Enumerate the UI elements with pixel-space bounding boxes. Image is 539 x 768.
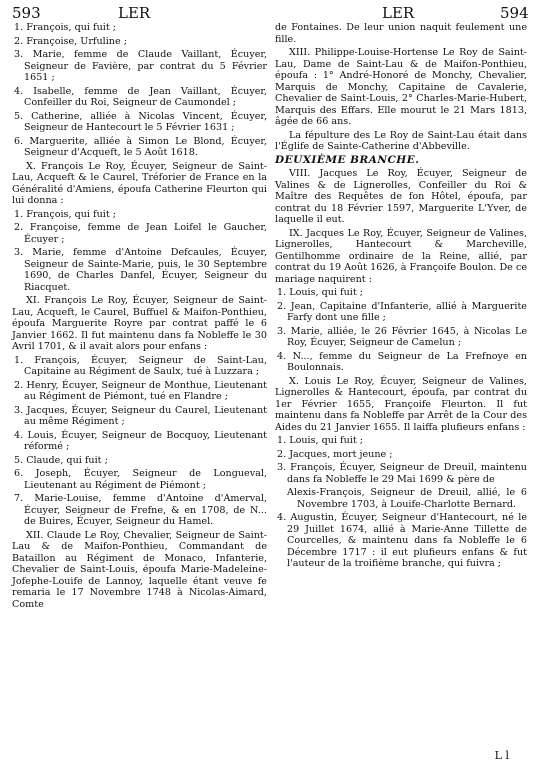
list-item: 2. Jean, Capitaine d'Infanterie, allié à Marguerite Farfy dont une fille ;	[277, 300, 527, 323]
list-item: 2. Henry, Écuyer, Seigneur de Monthue, Lieutenant au Régiment de Piémont, tué en Flandre ;	[14, 379, 267, 402]
list-item: 1. Louis, qui fuit ;	[277, 287, 363, 298]
paragraph: X. François Le Roy, Écuyer, Seigneur de Saint-Lau, Acqueft & le Caurel, Tréforier de France en la Généralité d'Amiens, époufa Catherine Fleurton qui lui donna :	[12, 160, 267, 206]
signature-mark: L l	[494, 749, 509, 762]
list-item: 2. Françoise, Urfuline ;	[14, 35, 127, 47]
paragraph: X. Louis Le Roy, Écuyer, Seigneur de Valines, Lignerolles & Hantecourt, époufa, par contrat du 1er Février 1655, Françoife Fleurton. Il fut maintenu dans fa Nobleffe par Arrêt de la Cour des Aides du 21 Janvier 1655. Il laiffa plufieurs enfans :	[275, 375, 527, 433]
list-item: 1. François, qui fuit ;	[14, 208, 116, 220]
paragraph: XIII. Philippe-Louise-Hortense Le Roy de Saint-Lau, Dame de Saint-Lau & de Maifon-Ponthieu, époufa : 1° André-Honoré de Monchy, Chevalier, Marquis de Monchy, Capitaine de Cavalerie, Chevalier de Saint-Louis, 2° Charles-Marie-Hubert, Marquis des Effars. Elle mourut le 21 Mars 1813, âgée de 66 ans.	[275, 47, 527, 127]
paragraph: XII. Claude Le Roy, Chevalier, Seigneur de Saint-Lau & de Maifon-Ponthieu, Commandant de Bataillon au Régiment de Monaco, Infanterie, Chevalier de Saint-Louis, époufa Marie-Madeleine-Jofephe-Louife de Lannoy, laquelle étant veuve fe remaria le 17 Novembre 1748 à Nicolas-Aimard, Comte	[12, 529, 267, 610]
list-item: 6. Joseph, Écuyer, Seigneur de Longueval, Lieutenant au Régiment de Piémont ;	[14, 468, 267, 491]
page-number-left: 593	[12, 4, 41, 22]
list-item: 3. Marie, femme d'Antoine Defcaules, Écuyer, Seigneur de Sainte-Marie, puis, le 30 Septembre 1690, de Charles Danfel, Écuyer, Seigneur du Riacquet.	[14, 247, 267, 293]
list-item: 3. Jacques, Écuyer, Seigneur du Caurel, Lieutenant au même Régiment ;	[14, 404, 267, 427]
running-head-right: LER	[382, 4, 415, 22]
list-item: 1. Louis, qui fuit ;	[277, 435, 363, 446]
list-item: 5. Claude, qui fuit ;	[14, 454, 108, 466]
list-item: 1. François, Écuyer, Seigneur de Saint-Lau, Capitaine au Régiment de Saulx, tué à Luzzara ;	[14, 354, 267, 377]
list-item: 3. François, Écuyer, Seigneur de Dreuil, maintenu dans fa Nobleffe le 29 Mai 1699 & père de	[277, 462, 527, 485]
paragraph: XI. François Le Roy, Écuyer, Seigneur de Saint-Lau, Acqueft, le Caurel, Buffuel & Maifon-Ponthieu, époufa Marguerite Royre par contrat paffé le 6 Janvier 1662. Il fut maintenu dans fa Nobleffe le 30 Avril 1701, & il avait alors pour enfans :	[12, 295, 267, 352]
list-item: 5. Catherine, alliée à Nicolas Vincent, Écuyer, Seigneur de Hantecourt le 5 Février 1631 ;	[14, 110, 267, 133]
list-item: 4. N..., femme du Seigneur de La Frefnoye en Boulonnais.	[277, 350, 527, 373]
list-item: 1. François, qui fuit ;	[14, 22, 116, 33]
running-head-left: LER	[118, 4, 151, 22]
page-number-right: 594	[500, 4, 529, 22]
right-column	[275, 22, 527, 572]
list-item: 2. Jacques, mort jeune ;	[277, 448, 393, 460]
list-item: 3. Marie, alliée, le 26 Février 1645, à Nicolas Le Roy, Écuyer, Seigneur de Camelun ;	[277, 325, 527, 348]
list-item: 2. Françoise, femme de Jean Loifel le Gaucher, Écuyer ;	[14, 222, 267, 245]
paragraph: VIII. Jacques Le Roy, Écuyer, Seigneur de Valines & de Lignerolles, Confeiller du Roi & Maître des Requêtes de fon Hôtel, époufa, par contrat du 18 Février 1597, Marguerite L'Yver, de laquelle il eut.	[275, 168, 527, 225]
list-item: 4. Louis, Écuyer, Seigneur de Bocquoy, Lieutenant réformé ;	[14, 429, 267, 452]
paragraph: La fépulture des Le Roy de Saint-Lau était dans l'Églife de Sainte-Catherine d'Abbeville.	[275, 129, 527, 152]
list-item: Alexis-François, Seigneur de Dreuil, allié, le 6 Novembre 1703, à Louife-Charlotte Bernard.	[287, 487, 527, 510]
left-column	[12, 22, 267, 612]
section-title: DEUXIÈME BRANCHE.	[275, 153, 420, 166]
paragraph: de Fontaines. De leur union naquit feulement une fille.	[275, 22, 527, 45]
paragraph: IX. Jacques Le Roy, Écuyer, Seigneur de Valines, Lignerolles, Hantecourt & Marcheville, Gentilhomme ordinaire de la Reine, allié, par contrat du 19 Août 1626, à Françoife Boulon. De ce mariage naquirent :	[275, 227, 527, 285]
list-item: 7. Marie-Louise, femme d'Antoine d'Amerval, Écuyer, Seigneur de Frefne, & en 1708, de N... de Buires, Écuyer, Seigneur du Hamel.	[14, 493, 267, 527]
list-item: 6. Marguerite, alliée à Simon Le Blond, Écuyer, Seigneur d'Acqueft, le 5 Août 1618.	[14, 135, 267, 158]
list-item: 4. Augustin, Écuyer, Seigneur d'Hantecourt, né le 29 Juillet 1674, allié à Marie-Anne Tillette de Courcelles, & maintenu dans fa Nobleffe le 6 Décembre 1717 : il eut plufieurs enfans & fut l'auteur de la troifième branche, qui fuivra ;	[277, 512, 527, 569]
list-item: 4. Isabelle, femme de Jean Vaillant, Écuyer, Confeiller du Roi, Seigneur de Caumondel ;	[14, 85, 267, 108]
list-item: 3. Marie, femme de Claude Vaillant, Écuyer, Seigneur de Favière, par contrat du 5 Février 1651 ;	[14, 49, 267, 83]
